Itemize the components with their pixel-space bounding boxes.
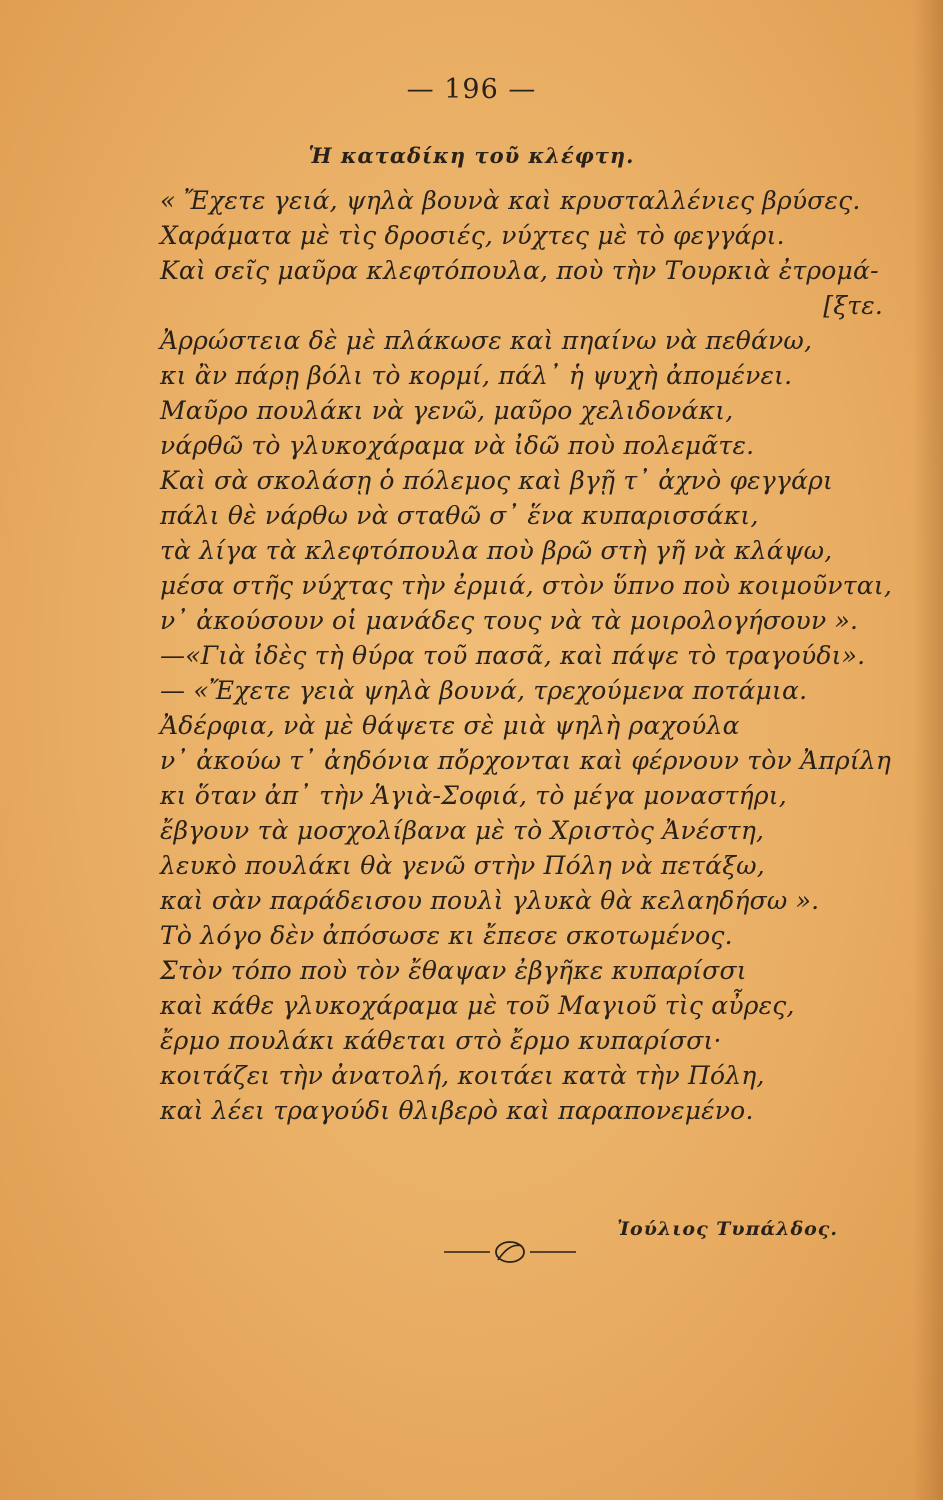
poem-line: — «Ἔχετε γειὰ ψηλὰ βουνά, τρεχούμενα ποτάμια.: [160, 676, 808, 705]
poem-line: [ξτε.: [823, 291, 883, 320]
poem-line: μέσα στῆς νύχτας τὴν ἐρμιά, στὸν ὕπνο ποὺ κοιμοῦνται,: [160, 571, 893, 600]
poem-line: Ἀρρώστεια δὲ μὲ πλάκωσε καὶ πηαίνω νὰ πεθάνω,: [160, 326, 813, 355]
ornament-icon: [440, 1236, 580, 1266]
poem-line: « Ἔχετε γειά, ψηλὰ βουνὰ καὶ κρυσταλλένιες βρύσες.: [160, 186, 861, 215]
poem-line: καὶ κάθε γλυκοχάραμα μὲ τοῦ Μαγιοῦ τὶς αὖρες,: [160, 991, 795, 1020]
poem-line: Μαῦρο πουλάκι νὰ γενῶ, μαῦρο χελιδονάκι,: [160, 396, 734, 425]
poem-line: καὶ λέει τραγούδι θλιβερὸ καὶ παραπονεμένο.: [160, 1096, 754, 1125]
poem-title: Ἡ καταδίκη τοῦ κλέφτη.: [308, 143, 635, 168]
poem-line: Τὸ λόγο δὲν ἀπόσωσε κι ἔπεσε σκοτωμένος.: [160, 921, 733, 950]
poem-line: κι ὅταν ἀπ᾽ τὴν Ἁγιὰ-Σοφιά, τὸ μέγα μοναστήρι,: [160, 781, 787, 810]
poem-line: ἔρμο πουλάκι κάθεται στὸ ἔρμο κυπαρίσσι·: [160, 1026, 722, 1055]
poem-line: ἔβγουν τὰ μοσχολίβανα μὲ τὸ Χριστὸς Ἀνέστη,: [160, 816, 765, 845]
poem-line: κι ἂν πάρῃ βόλι τὸ κορμί, πάλ᾽ ἡ ψυχὴ ἀπομένει.: [160, 361, 793, 390]
poem-line: Χαράματα μὲ τὶς δροσιές, νύχτες μὲ τὸ φεγγάρι.: [160, 221, 785, 250]
poem-line: Στὸν τόπο ποὺ τὸν ἔθαψαν ἐβγῆκε κυπαρίσσι: [160, 956, 747, 985]
poem-line: —«Γιὰ ἰδὲς τὴ θύρα τοῦ πασᾶ, καὶ πάψε τὸ τραγούδι».: [160, 641, 866, 670]
page-edge-shadow: [913, 0, 943, 1500]
poem-line: Καὶ σὰ σκολάσῃ ὁ πόλεμος καὶ βγῇ τ᾽ ἀχνὸ φεγγάρι: [160, 466, 834, 495]
poem-line: τὰ λίγα τὰ κλεφτόπουλα ποὺ βρῶ στὴ γῆ νὰ κλάψω,: [160, 536, 833, 565]
poem-line: Ἀδέρφια, νὰ μὲ θάψετε σὲ μιὰ ψηλὴ ραχούλα: [160, 711, 740, 740]
poem-line: πάλι θὲ νάρθω νὰ σταθῶ σ᾽ ἕνα κυπαρισσάκι,: [160, 501, 759, 530]
page-number: — 196 —: [406, 74, 537, 105]
poem-line: ν᾽ ἀκούω τ᾽ ἀηδόνια πὄρχονται καὶ φέρνουν τὸν Ἀπρίλη: [160, 746, 892, 775]
poem-line: καὶ σὰν παράδεισου πουλὶ γλυκὰ θὰ κελαηδήσω ».: [160, 886, 820, 915]
poem-line: Καὶ σεῖς μαῦρα κλεφτόπουλα, ποὺ τὴν Τουρκιὰ ἐτρομά-: [160, 256, 879, 285]
poem-line: κοιτάζει τὴν ἀνατολή, κοιτάει κατὰ τὴν Πόλη,: [160, 1061, 765, 1090]
poem-line: ν᾽ ἀκούσουν οἱ μανάδες τους νὰ τὰ μοιρολογήσουν ».: [160, 606, 859, 635]
author-signature: Ἰούλιος Τυπάλδος.: [617, 1218, 838, 1240]
poem-line: λευκὸ πουλάκι θὰ γενῶ στὴν Πόλη νὰ πετάξω,: [160, 851, 765, 880]
poem-line: νάρθῶ τὸ γλυκοχάραμα νὰ ἰδῶ ποὺ πολεμᾶτε.: [160, 431, 755, 460]
